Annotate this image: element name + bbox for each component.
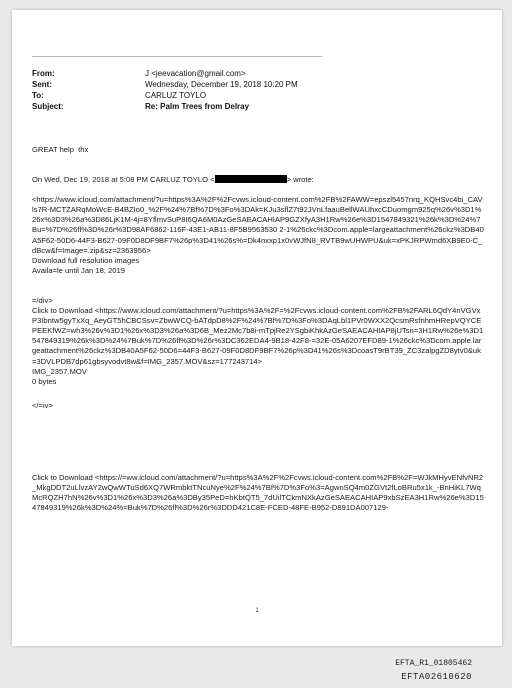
to-label: To: bbox=[32, 91, 44, 100]
file-size: 0 bytes bbox=[32, 376, 57, 386]
to-value: CARLUZ TOYLO bbox=[145, 91, 207, 100]
bates-number-large: EFTA02610620 bbox=[401, 672, 472, 682]
spacer bbox=[32, 276, 484, 296]
quote-suffix: > wrote: bbox=[286, 175, 314, 185]
attachment-link-2[interactable]: Click to Download <https://www.icloud.com/attachment/?u=https%3A%2F=%2Fcvws.icloud-content.com%2FB%2FARL6QdY4nVGVxP3Ibntw5gyTxXq_AeyGT5hCBCSsv=ZbwWCQ-bATdpD8%2F%24%7Bf%7D%3Fo%3DAqLbl1PVr0WXX2QcsmRsfnhmHRepVQYCEPEEKfWZ=wh3%26v%3D1%26x%3D3%26a%3D6B_Mez2Mc7b8i-mTpjRe2YSgbiKhkAzGeSAEACAHIAP8jUTsn=3H1Rw%26e%3D1547849319%26k%3D%24%7Buk%7D%26fl%3D%26r%3DC362EDA4-9B18-42F8-=32E-05A6207EFD89-1%26ckc%3Dcom.apple.largeattachment%26ckz%3DB40A5F62-50D6=44F3-B627-09F0D8DF9BF7%26p%3D41%26s%3DcoasT9rBT39_ZC3zalpgZD8ytv0&uk=3DVLPDB7dp61gbsyvodvt8w&f=IMG_2357.MOV&sz=177243714> bbox=[32, 306, 484, 366]
download-caption: Download full resolution images bbox=[32, 255, 140, 265]
spacer bbox=[32, 411, 484, 473]
from-row bbox=[32, 68, 298, 79]
spacer bbox=[32, 387, 484, 401]
spacer bbox=[32, 185, 484, 195]
sent-row bbox=[32, 79, 298, 90]
email-header bbox=[32, 68, 298, 112]
attachment-link-1[interactable]: <https://www.icloud.com/attachment/?u=https%3A%2F%2Fcvws.icloud-content.com%2FB%2FAWW=epszl5457nrq_KQHSvc4bi_CAVls7R-MCTZARqMoWcE-B4BZIo0_%2F%24%7Bf%7D%3Fo%3DAk=KJu3sflZ7t92JVnLfaauBellWAUhxcCDuomgm925q%26v%3D1%26x%3D3%26a%3D86LjK1M-4j=8YflmvSuP8I6QA6M0AzGeSAEACAHIAP9GZXfyA3H1Rw%26e%3D1547849321%26k%3D%24%7Bu=%7D%26fl%3D%26r%3D98AF6862-116F-43E1-AB11-8F5B9563530 2-1%26ckc%3Dcom.apple=largeattachment%26ckz%3DB40A5F62-50D6-44F3-B627-09F0D8DF9BF7%26p%3D41%26s%=Dk4nxxp1x0vWJfN8_RVTB9wUHWPU&uk=xPKJRPWmd6XB9E0-C_dBcw&f=Image=.zip&sz=2363956> bbox=[32, 195, 484, 255]
redaction-bar bbox=[215, 175, 287, 183]
availability-text: Availa=le until Jan 18, 2019 bbox=[32, 265, 125, 275]
from-label: From: bbox=[32, 69, 55, 78]
from-value: J <jeevacation@gmail.com> bbox=[145, 69, 246, 78]
bates-number-small: EFTA_R1_01805462 bbox=[395, 659, 472, 668]
header-rule bbox=[32, 56, 322, 57]
file-name: IMG_2357.MOV bbox=[32, 366, 87, 376]
sent-label: Sent: bbox=[32, 80, 52, 89]
attachment-link-3[interactable]: Click to Download <https://=ww.icloud.com/attachment/?u=https%3A%2F%2Fcvws.icloud-content.com%2FB%2F=WJkMHyvENfvNR2_MkgDDT2uLlvzAY2wQwWTuSd6XQ7WRmbktTNcuNye%2F%24%7Bf%7D%3Fo%3=AgwnSQ4m0ZGVt2fLoBRu5x1k_-BnHiKL7WqMcRQZH7hN%26v%3D1%26x%3D3%26a%3DBy35PeD=hKbtQT5_7dUilTCkmNXkAzGeSAEACAHIAP9xbSzEA3H1Rw%26e%3D1547849319%26k%3D%24%=Buk%7D%26fl%3D%26r%3DDD421C8E-FCED-48FE-B952-D891DA007129- bbox=[32, 472, 484, 513]
page-number: 1 bbox=[255, 608, 259, 614]
spacer bbox=[32, 155, 484, 175]
quote-attribution bbox=[32, 175, 484, 185]
greeting-text: GREAT help thx bbox=[32, 145, 89, 154]
subject-value: Re: Palm Trees from Delray bbox=[145, 102, 250, 111]
div-close-text: =/div> bbox=[32, 295, 53, 305]
subject-label: Subject: bbox=[32, 102, 64, 111]
email-body bbox=[32, 145, 484, 513]
to-row bbox=[32, 90, 298, 101]
subject-row bbox=[32, 101, 298, 112]
sent-value: Wednesday, December 19, 2018 10:20 PM bbox=[145, 80, 298, 89]
quote-prefix: On Wed, Dec 19, 2018 at 5:08 PM CARLUZ TOYLO < bbox=[32, 175, 215, 185]
iv-close-text: </=iv> bbox=[32, 400, 53, 410]
document-page bbox=[12, 10, 502, 646]
